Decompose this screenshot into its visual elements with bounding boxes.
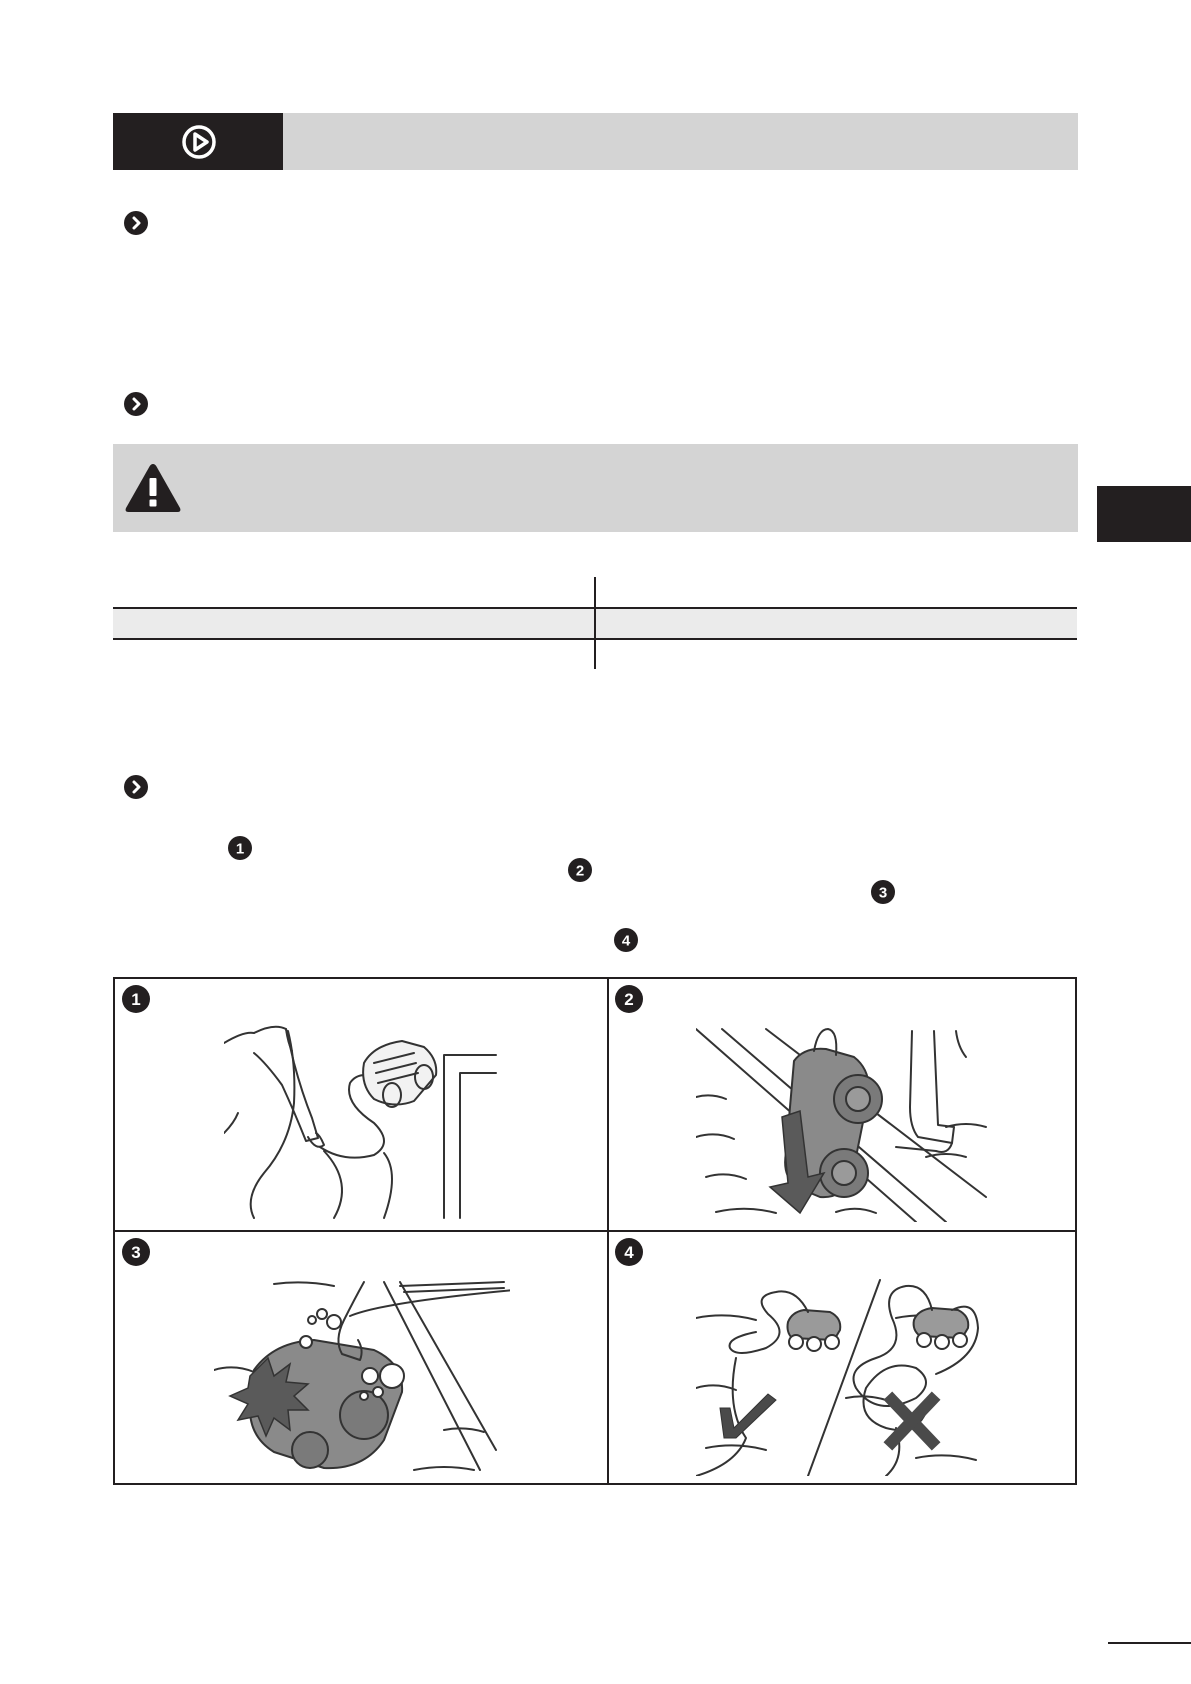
figure-badge-1 — [122, 985, 150, 1013]
warning-box — [113, 444, 1078, 532]
svg-text:3: 3 — [131, 1243, 141, 1262]
figure-badge-3 — [122, 1238, 150, 1266]
svg-text:3: 3 — [878, 884, 888, 902]
svg-text:2: 2 — [624, 990, 634, 1009]
step-badge-4 — [614, 928, 638, 952]
table-column-divider — [594, 577, 596, 669]
play-circle-icon — [181, 124, 217, 160]
illustration-lowering-robot — [224, 1023, 500, 1221]
illustration-shake-robot — [214, 1280, 510, 1475]
illustration-tilt-robot — [696, 1027, 996, 1222]
step-badge-3 — [871, 880, 895, 904]
section-header-bar — [283, 113, 1078, 170]
figure-badge-4 — [615, 1238, 643, 1266]
svg-text:4: 4 — [621, 932, 631, 950]
warning-triangle-icon — [124, 461, 182, 515]
step-badge-2 — [568, 858, 592, 882]
step-badge-1 — [228, 836, 252, 860]
svg-text:2: 2 — [575, 862, 585, 880]
chevron-right-circle-icon — [124, 392, 148, 416]
figure-divider — [113, 1230, 1077, 1232]
chevron-right-circle-icon — [124, 775, 148, 799]
svg-text:4: 4 — [624, 1243, 634, 1262]
illustration-cable-correct-incorrect — [696, 1278, 986, 1476]
side-tab — [1097, 486, 1191, 542]
svg-text:1: 1 — [235, 840, 245, 858]
page-number-rule — [1108, 1642, 1191, 1644]
svg-text:1: 1 — [131, 990, 141, 1009]
figure-badge-2 — [615, 985, 643, 1013]
chevron-right-circle-icon — [124, 211, 148, 235]
